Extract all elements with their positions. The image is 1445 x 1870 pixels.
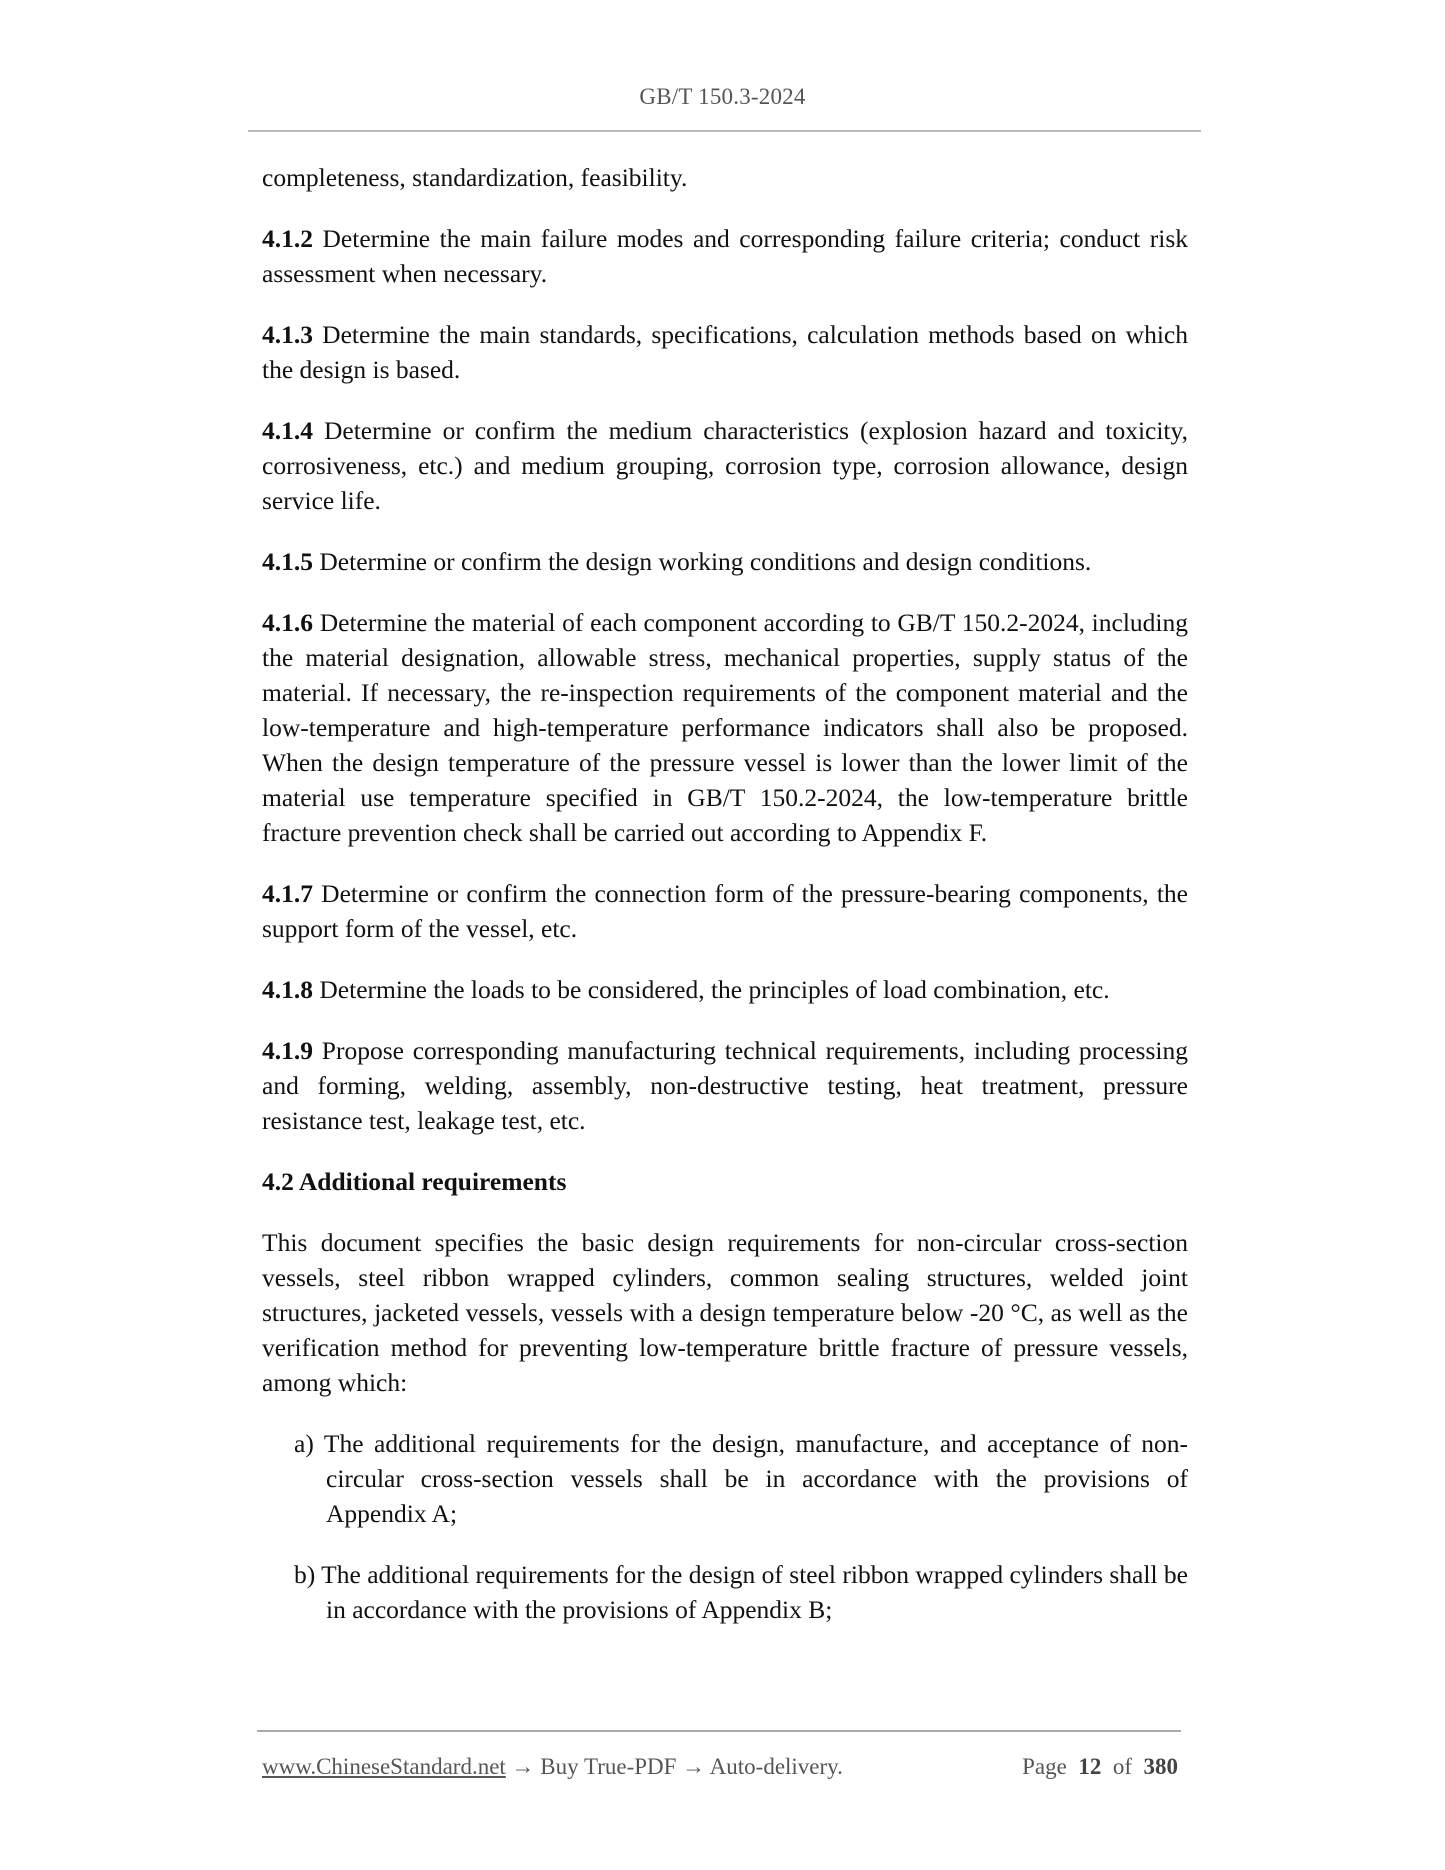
- website-link[interactable]: www.ChineseStandard.net: [262, 1754, 506, 1779]
- list-item: a) The additional requirements for the design, manufacture, and acceptance of non-circular cross-section vessels shall be in accordance with the provisions of Appendix A;: [294, 1429, 1188, 1528]
- clause-text: Propose corresponding manufacturing technical requirements, including processing and forming, welding, assembly, non-destructive testing, heat treatment, pressure resistance test, leakage test, etc.: [262, 1036, 1188, 1135]
- page-label: Page: [1022, 1754, 1067, 1779]
- page-indicator: [1022, 1754, 1178, 1780]
- page-of: of: [1112, 1754, 1132, 1779]
- document-body: [262, 160, 1188, 1653]
- page-footer: [262, 1754, 1182, 1780]
- clause-number: 4.1.3: [262, 320, 313, 349]
- clause-number: 4.1.7: [262, 879, 313, 908]
- list-item: b) The additional requirements for the design of steel ribbon wrapped cylinders shall be in accordance with the provisions of Appendix B;: [294, 1560, 1188, 1624]
- clause-4-1-5: [262, 544, 1188, 579]
- footer-divider: [257, 1730, 1181, 1732]
- page-total: 380: [1143, 1754, 1178, 1779]
- clause-number: 4.1.6: [262, 608, 313, 637]
- page-header-title: GB/T 150.3-2024: [639, 84, 806, 109]
- continuation-text: completeness, standardization, feasibility.: [262, 163, 688, 192]
- clause-number: 4.1.4: [262, 416, 313, 445]
- clause-text: Determine the main standards, specifications, calculation methods based on which the design is based.: [262, 320, 1188, 384]
- clause-text: Determine the main failure modes and corresponding failure criteria; conduct risk assessment when necessary.: [262, 224, 1188, 288]
- header-divider: [248, 130, 1201, 132]
- footer-tagline: → Buy True-PDF → Auto-delivery.: [505, 1754, 843, 1779]
- clause-4-1-9: [262, 1033, 1188, 1138]
- clause-text: Determine the material of each component according to GB/T 150.2-2024, including the material designation, allowable stress, mechanical properties, supply status of the material. If necessary, the re-inspection requirements of the component material and the low-temperature and high-temperature performance indicators shall also be proposed. When the design temperature of the pressure vessel is lower than the lower limit of the material use temperature specified in GB/T 150.2-2024, the low-temperature brittle fracture prevention check shall be carried out according to Appendix F.: [262, 608, 1188, 847]
- clause-text: Determine or confirm the connection form of the pressure-bearing components, the support form of the vessel, etc.: [262, 879, 1188, 943]
- page-current: 12: [1078, 1754, 1102, 1779]
- clause-number: 4.1.8: [262, 975, 313, 1004]
- clause-number: 4.1.2: [262, 224, 313, 253]
- clause-4-1-3: [262, 317, 1188, 387]
- clause-text: Determine or confirm the design working conditions and design conditions.: [313, 547, 1092, 576]
- clause-number: 4.1.9: [262, 1036, 313, 1065]
- clause-4-1-2: [262, 221, 1188, 291]
- section-heading: 4.2 Additional requirements: [262, 1167, 567, 1196]
- clause-text: Determine the loads to be considered, the principles of load combination, etc.: [313, 975, 1110, 1004]
- clause-number: 4.1.5: [262, 547, 313, 576]
- clause-4-1-8: [262, 972, 1188, 1007]
- clause-4-1-4: [262, 413, 1188, 518]
- clause-text: Determine or confirm the medium characteristics (explosion hazard and toxicity, corrosiveness, etc.) and medium grouping, corrosion type, corrosion allowance, design service life.: [262, 416, 1188, 515]
- section-intro: This document specifies the basic design requirements for non-circular cross-section vessels, steel ribbon wrapped cylinders, common sealing structures, welded joint structures, jacketed vessels, vessels with a design temperature below -20 °C, as well as the verification method for preventing low-temperature brittle fracture of pressure vessels, among which:: [262, 1228, 1188, 1397]
- clause-4-1-7: [262, 876, 1188, 946]
- clause-4-1-6: [262, 605, 1188, 850]
